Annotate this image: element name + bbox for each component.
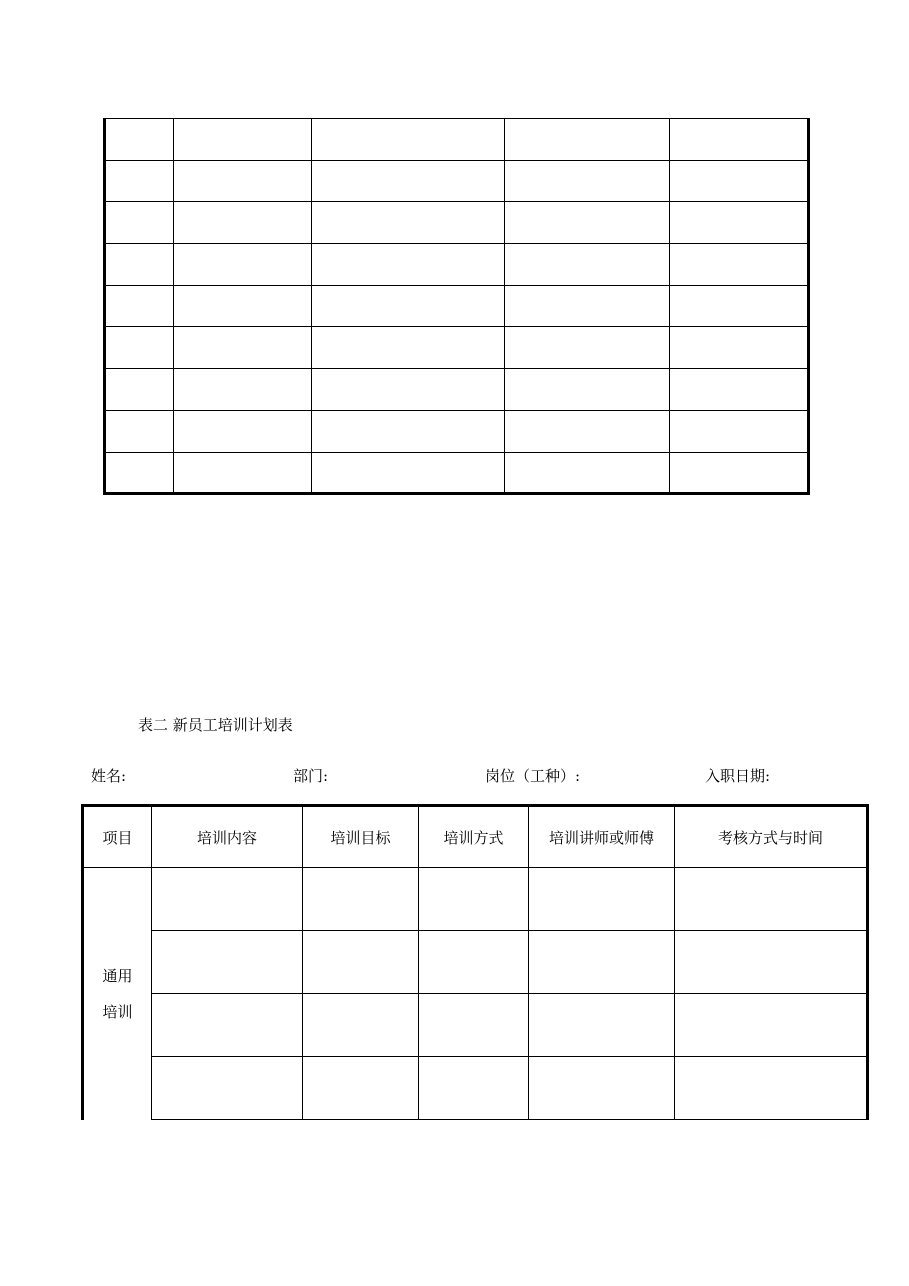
table-cell[interactable] [105,160,174,202]
table-cell[interactable] [105,452,174,494]
table-cell[interactable] [105,244,174,286]
table-cell[interactable] [174,285,312,327]
table-row [105,160,809,202]
table-cell[interactable] [670,285,809,327]
table-cell[interactable] [419,994,529,1057]
table-cell[interactable] [505,244,670,286]
table-cell[interactable] [312,285,505,327]
table-row [83,994,868,1057]
table-cell[interactable] [174,327,312,369]
table-cell[interactable] [303,994,419,1057]
table-cell[interactable] [174,202,312,244]
category-cell [83,868,152,1120]
table-cell[interactable] [529,1057,675,1120]
table-row [105,327,809,369]
header-method: 培训方式 [419,806,529,868]
table-cell[interactable] [505,369,670,411]
table-row [105,369,809,411]
table-row [105,202,809,244]
table-cell[interactable] [505,452,670,494]
table-cell[interactable] [675,1057,868,1120]
table-cell[interactable] [312,452,505,494]
table-row [105,410,809,452]
table-cell[interactable] [174,244,312,286]
table-cell[interactable] [152,994,303,1057]
header-trainer: 培训讲师或师傅 [529,806,675,868]
top-empty-table [103,118,810,495]
table-cell[interactable] [529,868,675,931]
table-row [83,931,868,994]
table-cell[interactable] [505,202,670,244]
header-row [83,806,868,868]
table-row [83,868,868,931]
table-cell[interactable] [419,868,529,931]
table-cell[interactable] [312,202,505,244]
table-cell[interactable] [312,410,505,452]
table-cell[interactable] [174,119,312,161]
table-cell[interactable] [670,410,809,452]
table-cell[interactable] [312,327,505,369]
table-cell[interactable] [312,119,505,161]
table-row [105,285,809,327]
table-cell[interactable] [152,1057,303,1120]
table-cell[interactable] [505,410,670,452]
table-caption: 表二 新员工培训计划表 [138,716,293,734]
table-cell[interactable] [675,868,868,931]
table-cell[interactable] [174,369,312,411]
table-cell[interactable] [312,160,505,202]
table-row [105,244,809,286]
table-cell[interactable] [670,202,809,244]
table-row [105,119,809,161]
table-row [83,1057,868,1120]
table-cell[interactable] [670,369,809,411]
table-cell[interactable] [419,931,529,994]
table-cell[interactable] [105,369,174,411]
table-cell[interactable] [670,160,809,202]
table-cell[interactable] [303,1057,419,1120]
table-cell[interactable] [174,410,312,452]
table-cell[interactable] [152,868,303,931]
table-cell[interactable] [105,202,174,244]
header-item: 项目 [83,806,152,868]
table-cell[interactable] [303,931,419,994]
table-cell[interactable] [105,410,174,452]
table-cell[interactable] [105,119,174,161]
table-cell[interactable] [105,285,174,327]
table-cell[interactable] [505,160,670,202]
table-cell[interactable] [152,931,303,994]
table-cell[interactable] [675,994,868,1057]
table-cell[interactable] [105,327,174,369]
hire-date-label: 入职日期: [705,767,771,785]
table-cell[interactable] [303,868,419,931]
category-line-2: 培训 [102,1002,133,1021]
table-row [105,452,809,494]
header-goal: 培训目标 [303,806,419,868]
table-cell[interactable] [312,244,505,286]
table-cell[interactable] [670,119,809,161]
table-cell[interactable] [419,1057,529,1120]
name-label: 姓名: [91,767,127,785]
table-cell[interactable] [505,327,670,369]
position-label: 岗位（工种）: [485,767,581,785]
table-cell[interactable] [505,285,670,327]
table-cell[interactable] [670,327,809,369]
training-plan-table [81,804,869,1120]
table-cell[interactable] [312,369,505,411]
table-cell[interactable] [174,452,312,494]
table-cell[interactable] [529,931,675,994]
table-cell[interactable] [174,160,312,202]
table-cell[interactable] [670,244,809,286]
category-line-1: 通用 [102,966,133,985]
table-cell[interactable] [675,931,868,994]
department-label: 部门: [293,767,329,785]
table-cell[interactable] [505,119,670,161]
header-assessment: 考核方式与时间 [675,806,868,868]
header-content: 培训内容 [152,806,303,868]
table-cell[interactable] [670,452,809,494]
table-cell[interactable] [529,994,675,1057]
